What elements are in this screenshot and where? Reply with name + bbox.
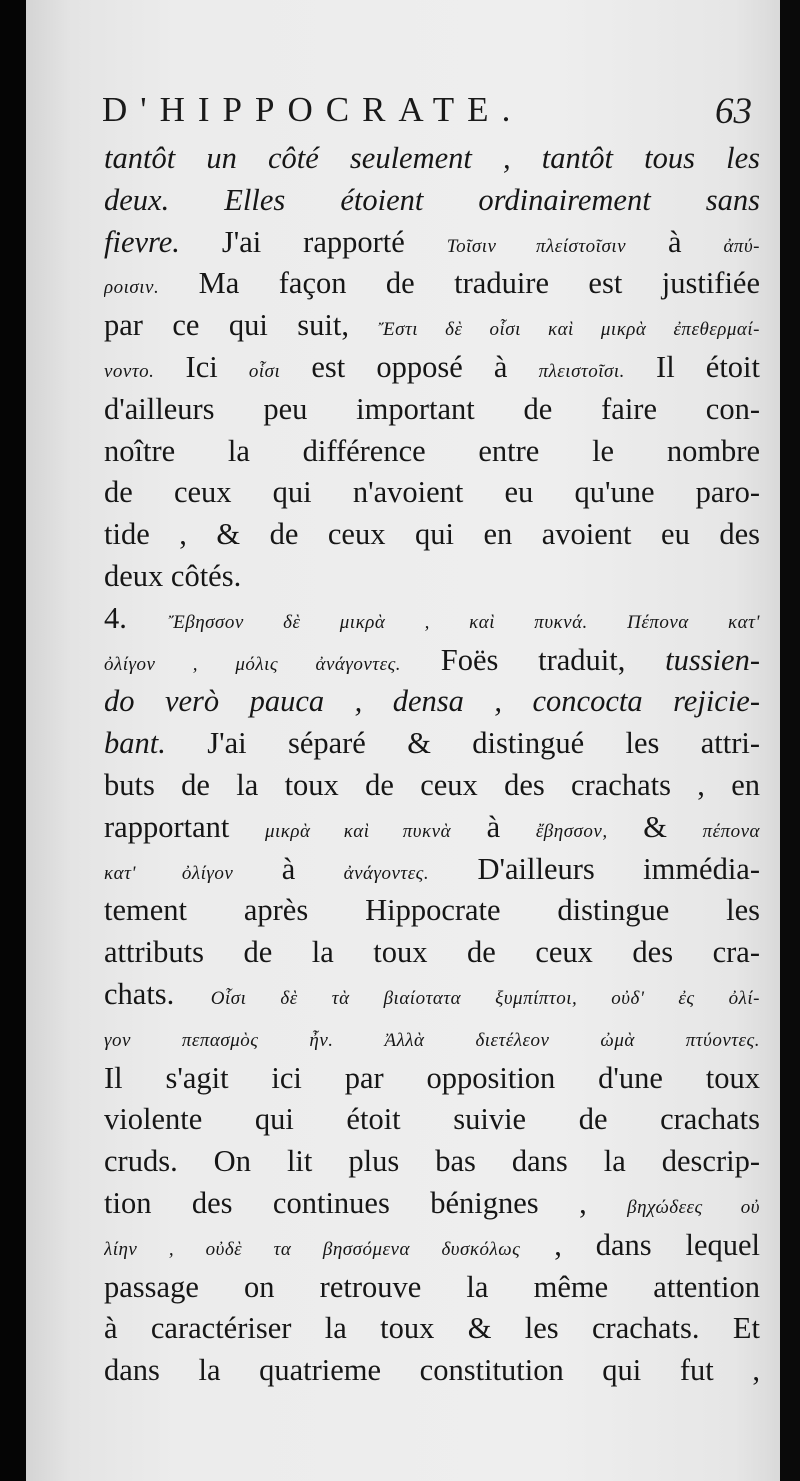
text-line: [104, 1308, 760, 1350]
roman-text: noître la différence entre le nombre: [104, 433, 760, 468]
text-line: [104, 1350, 760, 1392]
roman-text: à: [626, 224, 724, 259]
roman-text: buts de la toux de ceux des crachats , en: [104, 767, 760, 802]
text-line: [104, 305, 760, 347]
text-line: [104, 932, 760, 974]
greek-text: ὀλίγον , μόλις ἀνάγοντες.: [104, 653, 402, 675]
text-line: [104, 472, 760, 514]
text-line: [104, 1141, 760, 1183]
roman-text: violente qui étoit suivie de crachats: [104, 1102, 760, 1137]
greek-text: Τοῖσιν πλείστοῖσιν: [446, 235, 627, 257]
text-line: [104, 389, 760, 431]
roman-text: tement après Hippocrate distingue les: [104, 893, 760, 928]
text-line: [104, 1099, 760, 1141]
running-head: D'HIPPOCRATE.: [102, 90, 524, 129]
roman-text: Il s'agit ici par opposition d'une toux: [104, 1060, 760, 1095]
text-line: [104, 723, 760, 765]
text-line: [104, 765, 760, 807]
greek-text: ἔβησσον,: [535, 820, 608, 842]
roman-text: Foës traduit,: [401, 642, 666, 677]
text-line: [104, 890, 760, 932]
text-line: [104, 807, 760, 849]
book-gutter: [0, 0, 26, 1481]
text-line: [104, 1183, 760, 1225]
page-number: 63: [715, 91, 752, 132]
roman-text: cruds. On lit plus bas dans la descrip-: [104, 1144, 760, 1179]
roman-text: de ceux qui n'avoient eu qu'une paro-: [104, 475, 760, 510]
italic-text: fievre.: [104, 224, 180, 259]
roman-text: J'ai rapporté: [179, 224, 447, 259]
roman-text: est opposé à: [280, 349, 539, 384]
roman-text: chats.: [104, 976, 211, 1011]
greek-text: πλειστοῖσι.: [538, 360, 625, 382]
roman-text: à: [451, 809, 536, 844]
greek-text: Οἷσι δὲ τὰ βιαίοτατα ξυμπίπτοι, οὐδ' ἐς ὀλί-: [210, 987, 760, 1009]
text-line: [104, 1058, 760, 1100]
text-line: [104, 138, 760, 180]
greek-text: ἀνάγοντες.: [343, 862, 430, 884]
roman-text: D'ailleurs immédia-: [429, 851, 760, 886]
text-line: [104, 431, 760, 473]
greek-text: Ἔβησσον δὲ μικρὰ , καὶ πυκνά. Πέπονα κατ': [168, 611, 760, 633]
greek-text: πέπονα: [702, 820, 760, 842]
text-line: [104, 974, 760, 1016]
roman-text: tide , & de ceux qui en avoient eu des: [104, 517, 760, 552]
roman-text: , dans lequel: [520, 1227, 760, 1262]
roman-text: d'ailleurs peu important de faire con-: [104, 391, 760, 426]
roman-text: rapportant: [104, 809, 265, 844]
roman-text: Ma façon de traduire est justifiée: [159, 266, 760, 301]
text-line: [104, 1225, 760, 1267]
page-header: [102, 90, 752, 138]
text-line: [104, 222, 760, 264]
text-line: [104, 640, 760, 682]
text-line: [104, 1016, 760, 1058]
text-line: [104, 180, 760, 222]
italic-text: tussien-: [665, 642, 760, 677]
roman-text: à caractériser la toux & les crachats. Et: [104, 1311, 760, 1346]
text-line: [104, 681, 760, 723]
roman-text: 4.: [104, 600, 169, 635]
page-edge-shadow: [780, 0, 800, 1481]
body-text: [104, 138, 760, 1392]
italic-text: tantôt un côté seulement , tantôt tous les: [104, 141, 760, 175]
italic-text: do verò pauca , densa , concocta rejicie-: [104, 684, 760, 719]
greek-text: ἀπύ-: [723, 235, 760, 257]
text-line: [104, 849, 760, 891]
italic-text: bant.: [104, 726, 166, 761]
roman-text: &: [607, 809, 703, 844]
greek-text: κατ' ὀλίγον: [104, 862, 234, 884]
text-line: [104, 263, 760, 305]
roman-text: attributs de la toux de ceux des cra-: [104, 935, 760, 970]
roman-text: J'ai séparé & distingué les attri-: [165, 726, 760, 761]
greek-text: λίην , οὐδὲ τα βησσόμενα δυσκόλως: [104, 1238, 521, 1260]
roman-text: dans la quatrieme constitution qui fut ,: [104, 1353, 760, 1388]
greek-text: μικρὰ καὶ πυκνὰ: [264, 820, 452, 842]
text-line: [104, 347, 760, 389]
roman-text: à: [233, 851, 344, 886]
greek-text: γον πεπασμὸς ἦν. Ἀλλὰ διετέλεον ὠμὰ πτύοντες.: [104, 1029, 760, 1051]
text-line: [104, 598, 760, 640]
roman-text: Ici: [154, 349, 249, 384]
text-line: [104, 514, 760, 556]
roman-text: Il étoit: [624, 349, 760, 384]
roman-text: passage on retrouve la même attention: [104, 1269, 760, 1304]
greek-text: Ἔστι δὲ οἷσι καὶ μικρὰ ἐπεθερμαί-: [378, 319, 760, 341]
roman-text: tion des continues bénignes ,: [104, 1185, 628, 1220]
greek-text: βηχώδεες οὐ: [627, 1196, 760, 1218]
roman-text: par ce qui suit,: [104, 308, 379, 343]
greek-text: νοντο.: [104, 360, 155, 382]
text-line: [104, 1267, 760, 1309]
book-page: [26, 0, 780, 1481]
greek-text: οἷσι: [248, 360, 281, 382]
roman-text: deux côtés.: [104, 558, 242, 593]
italic-text: deux. Elles étoient ordinairement sans: [104, 182, 760, 217]
text-line: [104, 556, 760, 598]
greek-text: ροισιν.: [104, 277, 160, 299]
